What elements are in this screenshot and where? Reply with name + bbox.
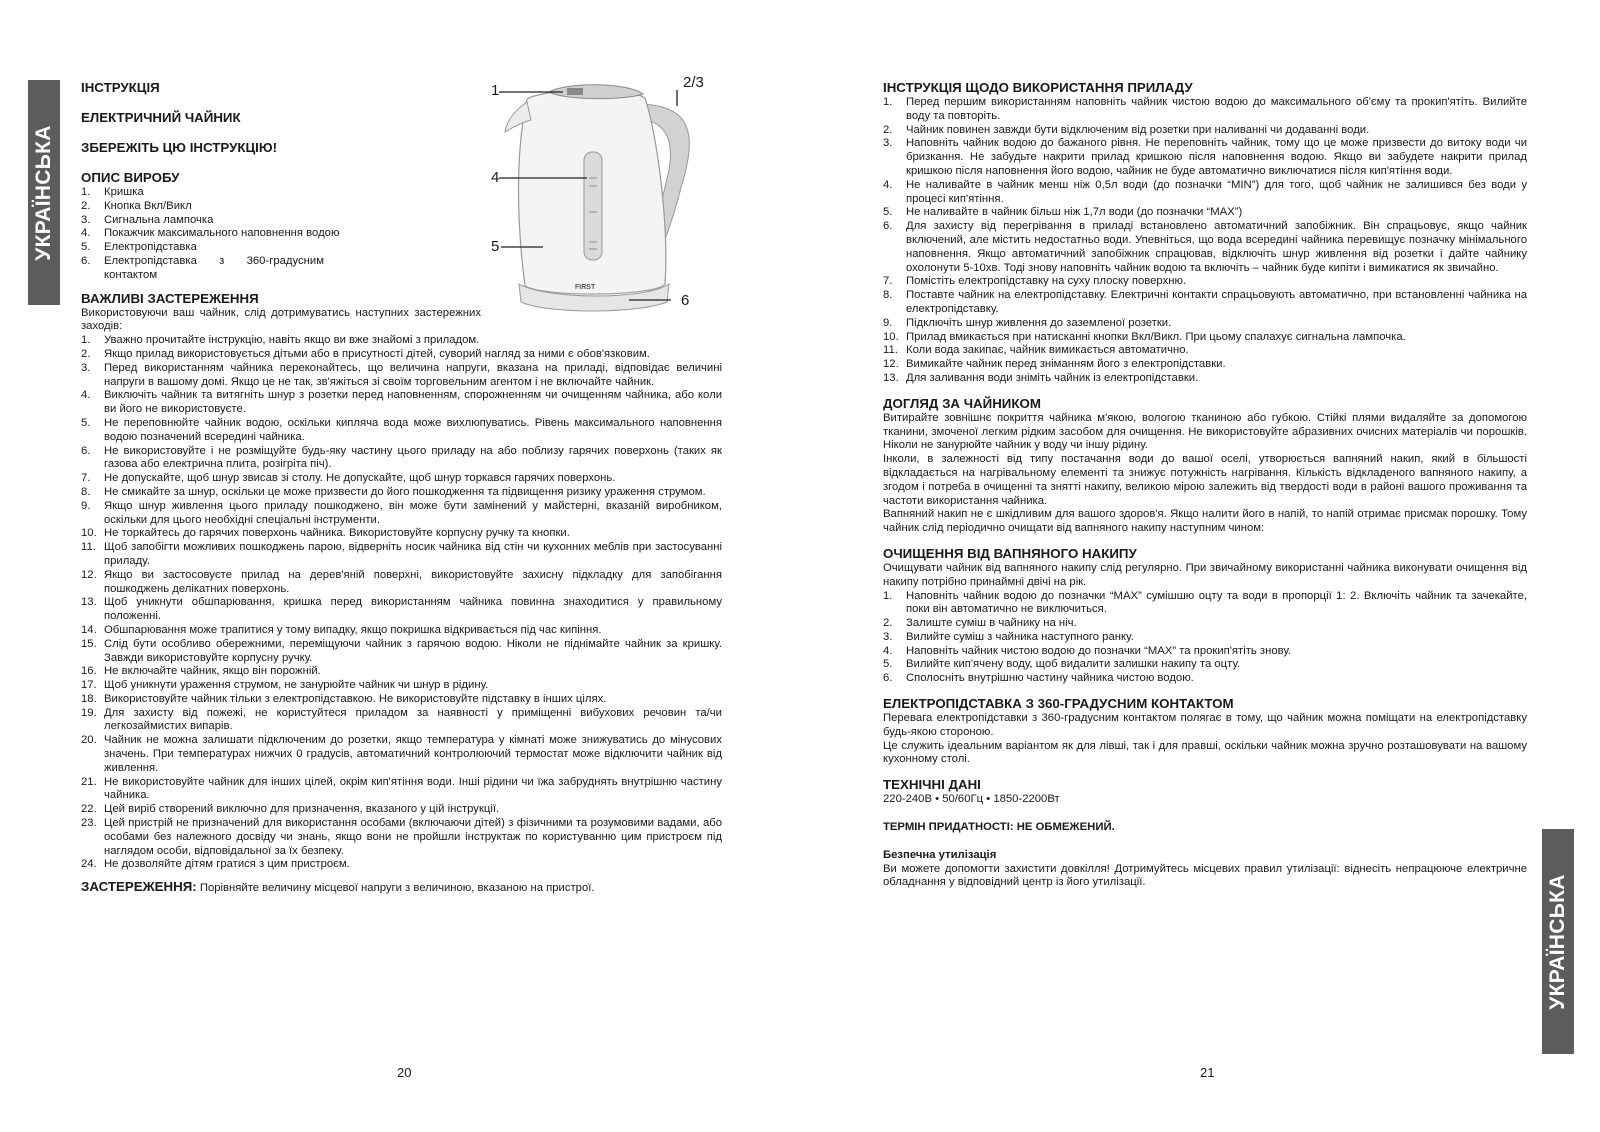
list-item: 11. Щоб запобігти можливих пошкоджень парою, відверніть носик чайника від стін чи кухонних меблів при застосуванні приладу. [81, 541, 722, 567]
warnings-intro: Використовуючи ваш чайник, слід дотримуватись наступних застережних заходів: [81, 306, 481, 333]
page-number-left: 20 [397, 1065, 412, 1080]
list-item: 12. Якщо ви застосовуєте прилад на дерев'яній поверхні, використовуйте захисну підкладку для запобігання пошкоджень делікатних поверхонь. [81, 568, 722, 595]
usage-list [883, 96, 1527, 386]
list-item: 3. Вилийте суміш з чайника наступного ранку. [883, 630, 1134, 643]
language-tab-label: УКРАЇНСЬКА [1546, 873, 1569, 1010]
brand-label: FIRST [575, 284, 596, 291]
care-paragraph-2: Інколи, в залежності від типу постачання води до вашої оселі, утворюється вапняний накип, який в більшості відкладається на нагрівальному елементі та знижує потужність нагрівання. Кількість відкладеного вапняного накипу, а згодом і потреба в очищенні та знятті накипу, великою мірою залежить від твердості води в районі вашого проживання та частоти використання чайника. [883, 453, 1527, 507]
list-item: 4. Виключіть чайник та витягніть шнур з розетки перед наповненням, спорожненням чи очищенням чайника, або коли ви його не використовуєте. [81, 389, 722, 416]
technical-specs: 220-240В • 50/60Гц • 1850-2200Вт [883, 793, 1060, 806]
list-item: 15. Слід бути особливо обережними, переміщуючи чайник з гарячою водою. Ніколи не піднімайте чайник за кришку. Завжди використовуйте корпусну ручку. [81, 637, 722, 664]
callout-2-3: 2/3 [683, 74, 704, 91]
list-item: 3. Сигнальна лампочка [81, 213, 214, 226]
list-item: 8. Поставте чайник на електропідставку. Електричні контакти спрацьовують автоматично, при встановленні чайника на електропідставку. [883, 289, 1527, 315]
list-item: 2. Кнопка Вкл/Викл [81, 199, 192, 212]
parts-list [81, 186, 391, 283]
caution-label: ЗАСТЕРЕЖЕННЯ: [81, 879, 197, 895]
heading-electric-kettle: ЕЛЕКТРИЧНИЙ ЧАЙНИК [81, 110, 241, 125]
list-item: 10. Прилад вмикається при натисканні кнопки Вкл/Викл. При цьому спалахує сигнальна лампочка. [883, 330, 1406, 343]
list-item: 4. Покажчик максимального наповнення водою [81, 227, 340, 240]
caution-text: Порівняйте величину місцевої напруги з величиною, вказаною на пристрої. [196, 882, 595, 895]
heading-kettle-care: ДОГЛЯД ЗА ЧАЙНИКОМ [883, 395, 1041, 411]
list-item: 13. Для заливання води зніміть чайник із електропідставки. [883, 371, 1199, 384]
callout-6: 6 [681, 292, 690, 309]
warnings-list [81, 334, 722, 872]
list-item: 11. Коли вода закипає, чайник вимикається автоматично. [883, 344, 1189, 357]
descaling-intro: Очищувати чайник від вапняного накипу слід регулярно. При звичайному використанні чайника виконувати очищення від накипу потрібно принаймні двічі на рік. [883, 561, 1527, 588]
language-tab-label: УКРАЇНСЬКА [32, 124, 55, 261]
right-page-content [883, 80, 1527, 890]
heading-technical-data: ТЕХНІЧНІ ДАНІ [883, 777, 981, 793]
list-item: 5. Не переповнюйте чайник водою, оскільки кипляча вода може вихлюпуватись. Рівень максимального наповнення водою позначений всередині чайника. [81, 416, 722, 443]
list-item: 6. Не використовуйте і не розміщуйте будь-яку частину цього приладу на або поблизу гарячих поверхонь (таких як газова або електрична плита, розігріта піч). [81, 444, 722, 471]
page-number-right: 21 [1200, 1065, 1215, 1080]
base-paragraph-1: Перевага електропідставки з 360-градусним контактом полягає в тому, що чайник можна поміщати на електропідставку будь-якою стороною. [883, 712, 1527, 738]
list-item: 9. Підключіть шнур живлення до заземленої розетки. [883, 316, 1172, 329]
list-item: 1. Кришка [81, 186, 144, 198]
list-item: 10. Не торкайтесь до гарячих поверхонь чайника. Використовуйте корпусну ручку та кнопки. [81, 527, 570, 540]
list-item: 13. Щоб уникнути обшпарювання, кришка перед використанням чайника повинна знаходитися у правильному положенні. [81, 596, 722, 623]
list-item: 3. Перед використанням чайника переконайтесь, що величина напруги, вказана на приладі, відповідає величині напруги в вашому домі. Якщо це не так, зв'яжіться зі своїм торговельним агентом і не включайте чайник. [81, 361, 722, 388]
list-item: 17. Щоб уникнути ураження струмом, не занурюйте чайник чи шнур в рідину. [81, 679, 489, 692]
care-paragraph-1: Витирайте зовнішнє покриття чайника м'якою, вологою тканиною або губкою. Стійкі плями видаляйте за допомогою тканини, змоченої легким рідким засобом для очищення. Не використовуйте абразивних очисних матеріалів чи порошків. Ніколи не занурюйте чайник у воду чи іншу рідину. [883, 411, 1527, 452]
heading-important-warnings: ВАЖЛИВІ ЗАСТЕРЕЖЕННЯ [81, 290, 259, 306]
list-item: 18. Використовуйте чайник тільки з електропідставкою. Не використовуйте підставку в інших цілях. [81, 692, 607, 705]
care-paragraph-3: Вапняний накип не є шкідливим для вашого здоров'я. Якщо налити його в напій, то напій отримає присмак порошку. Тому чайник слід періодично очищати від вапняного накипу наступним чином: [883, 508, 1527, 535]
callout-4: 4 [491, 169, 500, 186]
list-item: 7. Не допускайте, щоб шнур звисав зі столу. Не допускайте, щоб шнур торкався гарячих поверхонь. [81, 472, 616, 485]
language-side-tab-right [1542, 829, 1574, 1054]
callout-5: 5 [491, 238, 500, 255]
base-paragraph-2: Це служить ідеальним варіантом як для лівші, так і для правші, оскільки чайник можна зручно розташовувати на вашому кухонному столі. [883, 739, 1527, 766]
list-item: 24. Не дозволяйте дітям гратися з цим пристроєм. [81, 858, 350, 871]
list-item: 1. Перед першим використанням наповніть чайник чистою водою до максимального об'єму та прокип'ятіть. Вилийте воду та повторіть. [883, 96, 1527, 122]
list-item: 5. Електропідставка [81, 241, 197, 254]
list-item: 12. Вимикайте чайник перед зніманням його з електропідставки. [883, 358, 1226, 371]
list-item: 14. Обшпарювання може трапитися у тому випадку, якщо покришка відкривається під час кипіння. [81, 623, 602, 636]
heading-descaling: ОЧИЩЕННЯ ВІД ВАПНЯНОГО НАКИПУ [883, 545, 1137, 561]
list-item: 6. Електропідставка з 360-градусним контактом [81, 254, 324, 281]
language-side-tab-left [28, 80, 60, 305]
list-item: 5. Не наливайте в чайник більш ніж 1,7л води (до позначки “MAX”) [883, 206, 1243, 219]
disposal-text: Ви можете допомогти захистити довкілля! Дотримуйтесь місцевих правил утилізації: віднесіть непрацююче електричне обладнання у відповідний центр із його утилізації. [883, 862, 1527, 889]
list-item: 23. Цей пристрій не призначений для використання особами (включаючи дітей) з фізичними та розумовими вадами, або особами без належного досвіду чи знань, якщо вони не пройшли інструктаж по користуванню цим пристроєм під наглядом особи, відповідальної за їх безпеку. [81, 817, 722, 857]
list-item: 1. Наповніть чайник водою до позначки “MAX” сумішшю оцту та води в пропорції 1: 2. Включіть чайник та зачекайте, поки він автоматично не виключиться. [883, 589, 1527, 616]
list-item: 7. Помістіть електропідставку на суху плоску поверхню. [883, 275, 1187, 288]
list-item: 8. Не смикайте за шнур, оскільки це може призвести до його пошкодження та підвищення ризику ураження струмом. [81, 485, 706, 498]
list-item: 2. Залиште суміш в чайнику на ніч. [883, 617, 1077, 630]
list-item: 21. Не використовуйте чайник для інших цілей, окрім кип'ятіння води. Інші рідини чи їжа забруднять внутрішню частину чайника. [81, 775, 722, 802]
heading-instruction: ІНСТРУКЦІЯ [81, 80, 160, 95]
callout-1: 1 [491, 82, 500, 99]
list-item: 2. Чайник повинен завжди бути відключеним від розетки при наливанні чи додаванні води. [883, 123, 1370, 136]
heading-usage-instructions: ІНСТРУКЦІЯ ЩОДО ВИКОРИСТАННЯ ПРИЛАДУ [883, 80, 1193, 95]
heading-product-description: ОПИС ВИРОБУ [81, 170, 180, 185]
shelf-life-note: ТЕРМІН ПРИДАТНОСТІ: НЕ ОБМЕЖЕНИЙ. [883, 821, 1115, 834]
list-item: 6. Сполосніть внутрішню частину чайника чистою водою. [883, 672, 1194, 685]
list-item: 6. Для захисту від перегрівання в приладі встановлено автоматичний запобіжник. Він спрацьовує, якщо чайник включений, але містить недостатньо води. Упевніться, що вода всередині чайника перевищує позначку мінімального наповнення. Якщо автоматичний запобіжник спрацював, відключіть шнур живлення від розетки і дайте чайнику охолонути 5-10хв. Тоді знову наповніть чайник водою та включіть – чайник буде кипіти і вимикатися як звичайно. [883, 220, 1527, 274]
list-item: 2. Якщо прилад використовується дітьми або в присутності дітей, суворий нагляд за ними є обов'язковим. [81, 347, 650, 360]
list-item: 19. Для захисту від пожежі, не користуйтеся приладом за наявності у приміщенні вибухових речовин та/чи легкозаймистих випарів. [81, 706, 722, 733]
list-item: 3. Наповніть чайник водою до бажаного рівня. Не переповніть чайник, тому що це може призвести до витоку води чи бризкання. Не забудьте накрити прилад кришкою після наповнення водою. Якщо ви забудете накрити прилад кришкою після наповнення його водою, чайник не буде автоматично виключатися після кип'ятіння води. [883, 137, 1527, 177]
descaling-list [883, 590, 1527, 687]
list-item: 4. Не наливайте в чайник менш ніж 0,5л води (до позначки “MIN”) для того, щоб чайник не залишився без води у процесі кип'ятіння. [883, 178, 1527, 205]
list-item: 9. Якщо шнур живлення цього приладу пошкоджено, він може бути замінений у майстерні, вказаній виробником, оскільки для цього необхідні спеціальні інструменти. [81, 499, 722, 526]
list-item: 16. Не включайте чайник, якщо він порожній. [81, 665, 321, 678]
list-item: 5. Вилийте кип'ячену воду, щоб видалити залишки накипу та оцту. [883, 658, 1241, 671]
left-page-content [81, 80, 722, 896]
heading-safe-disposal: Безпечна утилізація [883, 848, 997, 861]
heading-keep-instruction: ЗБЕРЕЖІТЬ ЦЮ ІНСТРУКЦІЮ! [81, 140, 278, 155]
list-item: 1. Уважно прочитайте інструкцію, навіть якщо ви вже знайомі з приладом. [81, 334, 480, 347]
list-item: 20. Чайник не можна залишати підключеним до розетки, якщо температура у кімнаті може знижуватись до мінусових значень. При температурах нижчих 0 градусів, автоматичний контролюючий термостат може відключити чайник від живлення. [81, 734, 722, 774]
heading-360-base: ЕЛЕКТРОПІДСТАВКА З 360-ГРАДУСНИМ КОНТАКТОМ [883, 696, 1234, 712]
list-item: 22. Цей виріб створений виключно для призначення, вказаного у цій інструкції. [81, 803, 500, 816]
caution-note [81, 880, 722, 896]
list-item: 4. Наповніть чайник чистою водою до позначки “MAX” та прокип'ятіть знову. [883, 644, 1292, 657]
